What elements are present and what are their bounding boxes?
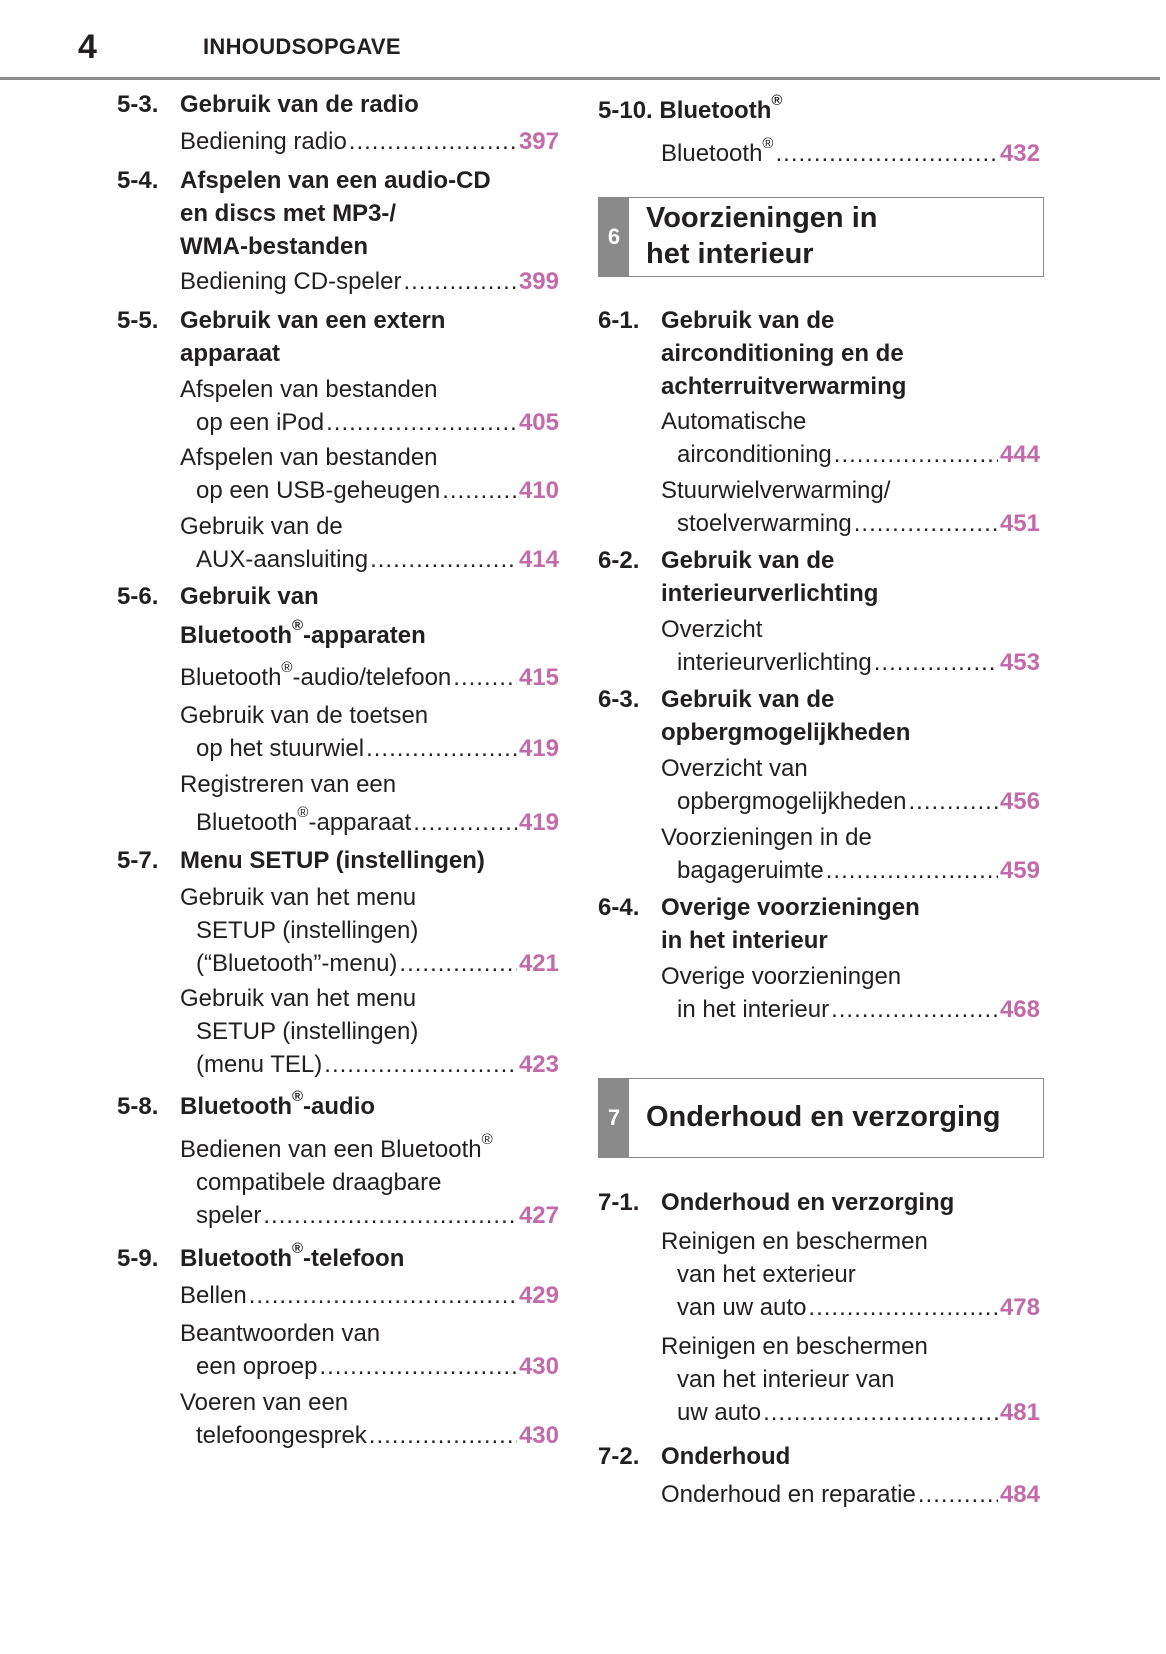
header-title: INHOUDSOPGAVE bbox=[203, 34, 401, 59]
section-title-line: Bluetooth®-apparaten bbox=[180, 617, 426, 649]
section-title bbox=[180, 164, 560, 263]
entry-text: Overzicht bbox=[661, 616, 763, 643]
section-title: Menu SETUP (instellingen) bbox=[180, 847, 485, 874]
page-link[interactable]: 405 bbox=[518, 409, 559, 436]
chapter-7-banner[interactable] bbox=[598, 1078, 1044, 1158]
entry-overzicht-interieurverlichting[interactable] bbox=[661, 613, 1040, 679]
page-link[interactable]: 397 bbox=[518, 128, 559, 155]
entry-overige-voorzieningen[interactable] bbox=[661, 960, 1040, 1026]
entry-text: in het interieur bbox=[677, 996, 830, 1023]
entry-text: interieurverlichting bbox=[677, 649, 872, 676]
chapter-title: Voorzieningen in het interieur bbox=[646, 202, 878, 270]
entry-text: Bluetooth® bbox=[661, 135, 774, 167]
entry-bagageruimte[interactable] bbox=[661, 821, 1040, 887]
section-number: 6-1. bbox=[598, 307, 640, 334]
page-link[interactable]: 430 bbox=[518, 1422, 559, 1449]
page-link[interactable]: 451 bbox=[999, 510, 1040, 537]
entry-text: Bediening CD-speler bbox=[180, 268, 402, 295]
page-link[interactable]: 410 bbox=[518, 477, 559, 504]
entry-reinigen-exterieur[interactable] bbox=[661, 1225, 1040, 1324]
entry-text: Voeren van een bbox=[180, 1389, 349, 1416]
entry-onderhoud-reparatie[interactable] bbox=[661, 1478, 1040, 1511]
page-link[interactable]: 429 bbox=[518, 1282, 559, 1309]
section-title: Bluetooth®-telefoon bbox=[180, 1240, 405, 1272]
entry-text: op het stuurwiel bbox=[196, 735, 365, 762]
entry-text: Overige voorzieningen bbox=[661, 963, 902, 990]
section-number: 6-3. bbox=[598, 686, 640, 713]
section-title: Onderhoud bbox=[661, 1443, 791, 1470]
entry-bellen[interactable] bbox=[180, 1279, 559, 1312]
section-title-line: Afspelen van een audio-CD bbox=[180, 167, 491, 194]
entry-text: een oproep bbox=[196, 1353, 318, 1380]
entry-draagbare-speler[interactable] bbox=[180, 1133, 559, 1232]
entry-text: airconditioning bbox=[677, 441, 832, 468]
entry-text: opbergmogelijkheden bbox=[677, 788, 907, 815]
chapter-6-banner[interactable] bbox=[598, 197, 1044, 277]
entry-text: Afspelen van bestanden bbox=[180, 444, 438, 471]
entry-text: telefoongesprek bbox=[196, 1422, 367, 1449]
entry-text: Bluetooth®-audio/telefoon bbox=[180, 659, 452, 691]
entry-text: Onderhoud en reparatie bbox=[661, 1481, 916, 1508]
chapter-title: Onderhoud en verzorging bbox=[646, 1101, 1001, 1133]
page-link[interactable]: 478 bbox=[999, 1294, 1040, 1321]
entry-text: van het interieur van bbox=[677, 1366, 895, 1393]
page-link[interactable]: 419 bbox=[518, 735, 559, 762]
entry-text: Gebruik van het menu bbox=[180, 884, 417, 911]
entry-text: op een iPod bbox=[196, 409, 325, 436]
entry-text: op een USB-geheugen bbox=[196, 477, 441, 504]
page-link[interactable]: 423 bbox=[518, 1051, 559, 1078]
section-number: 7-2. bbox=[598, 1443, 640, 1470]
entry-text: Gebruik van de toetsen bbox=[180, 702, 429, 729]
entry-beantwoorden-oproep[interactable] bbox=[180, 1317, 559, 1383]
section-title bbox=[180, 304, 560, 370]
section-title: Gebruik van de opbergmogelijkheden bbox=[661, 686, 911, 746]
entry-reinigen-interieur[interactable] bbox=[661, 1330, 1040, 1429]
section-number: 5-10. Bluetooth® bbox=[598, 92, 783, 124]
entry-text: Bluetooth®-apparaat bbox=[196, 804, 412, 836]
entry-text: Beantwoorden van bbox=[180, 1320, 381, 1347]
section-title: Gebruik van de radio bbox=[180, 91, 419, 118]
entry-registreren-bluetooth[interactable] bbox=[180, 768, 559, 839]
section-number: 5-4. bbox=[117, 167, 159, 194]
entry-text: (“Bluetooth”-menu) bbox=[196, 950, 398, 977]
entry-text: Stuurwielverwarming/ bbox=[661, 477, 891, 504]
entry-bediening-cd-speler[interactable] bbox=[180, 265, 559, 298]
page-link[interactable]: 444 bbox=[999, 441, 1040, 468]
entry-text: van uw auto bbox=[677, 1294, 807, 1321]
section-title-line: WMA-bestanden bbox=[180, 233, 368, 260]
entry-text: Bedienen van een Bluetooth® bbox=[180, 1131, 493, 1163]
section-number: 6-2. bbox=[598, 547, 640, 574]
section-number: 5-6. bbox=[117, 583, 159, 610]
chapter-tab: 7 bbox=[599, 1079, 629, 1157]
page-link[interactable]: 481 bbox=[999, 1399, 1040, 1426]
page-link[interactable]: 432 bbox=[999, 140, 1040, 167]
page-link[interactable]: 484 bbox=[999, 1481, 1040, 1508]
entry-bediening-radio[interactable] bbox=[180, 125, 559, 158]
page-link[interactable]: 427 bbox=[518, 1202, 559, 1229]
entry-toetsen-stuurwiel[interactable] bbox=[180, 699, 559, 765]
entry-text: Reinigen en beschermen bbox=[661, 1333, 928, 1360]
page-link[interactable]: 415 bbox=[518, 664, 559, 691]
entry-text: Bellen bbox=[180, 1282, 247, 1309]
entry-setup-menu-tel[interactable] bbox=[180, 982, 559, 1081]
page-link[interactable]: 419 bbox=[518, 809, 559, 836]
entry-text: stoelverwarming bbox=[677, 510, 852, 537]
section-title-line: en discs met MP3-/ bbox=[180, 200, 397, 227]
entry-text: speler bbox=[196, 1202, 262, 1229]
entry-overzicht-opbergmogelijkheden[interactable] bbox=[661, 752, 1040, 818]
entry-text: Voorzieningen in de bbox=[661, 824, 872, 851]
entry-text: (menu TEL) bbox=[196, 1051, 323, 1078]
section-number: 5-9. bbox=[117, 1245, 159, 1272]
entry-bluetooth-audio-telefoon[interactable] bbox=[180, 661, 559, 694]
entry-text: Afspelen van bestanden bbox=[180, 376, 438, 403]
section-number: 5-7. bbox=[117, 847, 159, 874]
page-number: 4 bbox=[78, 28, 97, 66]
section-title: Bluetooth®-audio bbox=[180, 1088, 376, 1120]
page-link[interactable]: 453 bbox=[999, 649, 1040, 676]
entry-text: Overzicht van bbox=[661, 755, 808, 782]
entry-text: AUX-aansluiting bbox=[196, 546, 369, 573]
entry-text: uw auto bbox=[677, 1399, 762, 1426]
entry-text: SETUP (instellingen) bbox=[196, 1018, 419, 1045]
chapter-tab: 6 bbox=[599, 198, 629, 276]
section-number: 6-4. bbox=[598, 894, 640, 921]
entry-bluetooth[interactable] bbox=[661, 137, 1040, 170]
page-link[interactable]: 456 bbox=[999, 788, 1040, 815]
entry-text: SETUP (instellingen) bbox=[196, 917, 419, 944]
page-link[interactable]: 414 bbox=[518, 546, 559, 573]
entry-aux-aansluiting[interactable] bbox=[180, 510, 559, 576]
entry-text: van het exterieur bbox=[677, 1261, 856, 1288]
entry-text: Automatische bbox=[661, 408, 807, 435]
header-divider bbox=[0, 77, 1160, 80]
entry-text: compatibele draagbare bbox=[196, 1169, 442, 1196]
section-title: Overige voorzieningen in het interieur bbox=[661, 894, 920, 954]
entry-setup-bluetooth-menu[interactable] bbox=[180, 881, 559, 980]
entry-text: Bediening radio bbox=[180, 128, 347, 155]
entry-text: Registreren van een bbox=[180, 771, 397, 798]
section-title-line: Gebruik van een extern bbox=[180, 307, 446, 334]
section-number: 7-1. bbox=[598, 1189, 640, 1216]
section-title: Gebruik van de airconditioning en de achterruitverwarming bbox=[661, 307, 907, 400]
entry-afspelen-ipod[interactable] bbox=[180, 373, 559, 439]
entry-telefoongesprek[interactable] bbox=[180, 1386, 559, 1452]
entry-automatische-airconditioning[interactable] bbox=[661, 405, 1040, 471]
entry-text: bagageruimte bbox=[677, 857, 824, 884]
section-title: Onderhoud en verzorging bbox=[661, 1189, 955, 1216]
section-number: 5-3. bbox=[117, 91, 159, 118]
section-number: 5-5. bbox=[117, 307, 159, 334]
section-title-line: apparaat bbox=[180, 340, 281, 367]
page-link[interactable]: 421 bbox=[518, 950, 559, 977]
section-title bbox=[180, 580, 560, 652]
page-link[interactable]: 430 bbox=[518, 1353, 559, 1380]
entry-afspelen-usb[interactable] bbox=[180, 441, 559, 507]
page-link[interactable]: 459 bbox=[999, 857, 1040, 884]
entry-stuurwielverwarming[interactable] bbox=[661, 474, 1040, 540]
section-title: Gebruik van de interieurverlichting bbox=[661, 547, 879, 607]
section-number: 5-8. bbox=[117, 1093, 159, 1120]
entry-text: Gebruik van het menu bbox=[180, 985, 417, 1012]
page-link[interactable]: 399 bbox=[518, 268, 559, 295]
page-link[interactable]: 468 bbox=[999, 996, 1040, 1023]
section-title-line: Gebruik van bbox=[180, 583, 319, 610]
entry-text: Gebruik van de bbox=[180, 513, 343, 540]
entry-text: Reinigen en beschermen bbox=[661, 1228, 928, 1255]
